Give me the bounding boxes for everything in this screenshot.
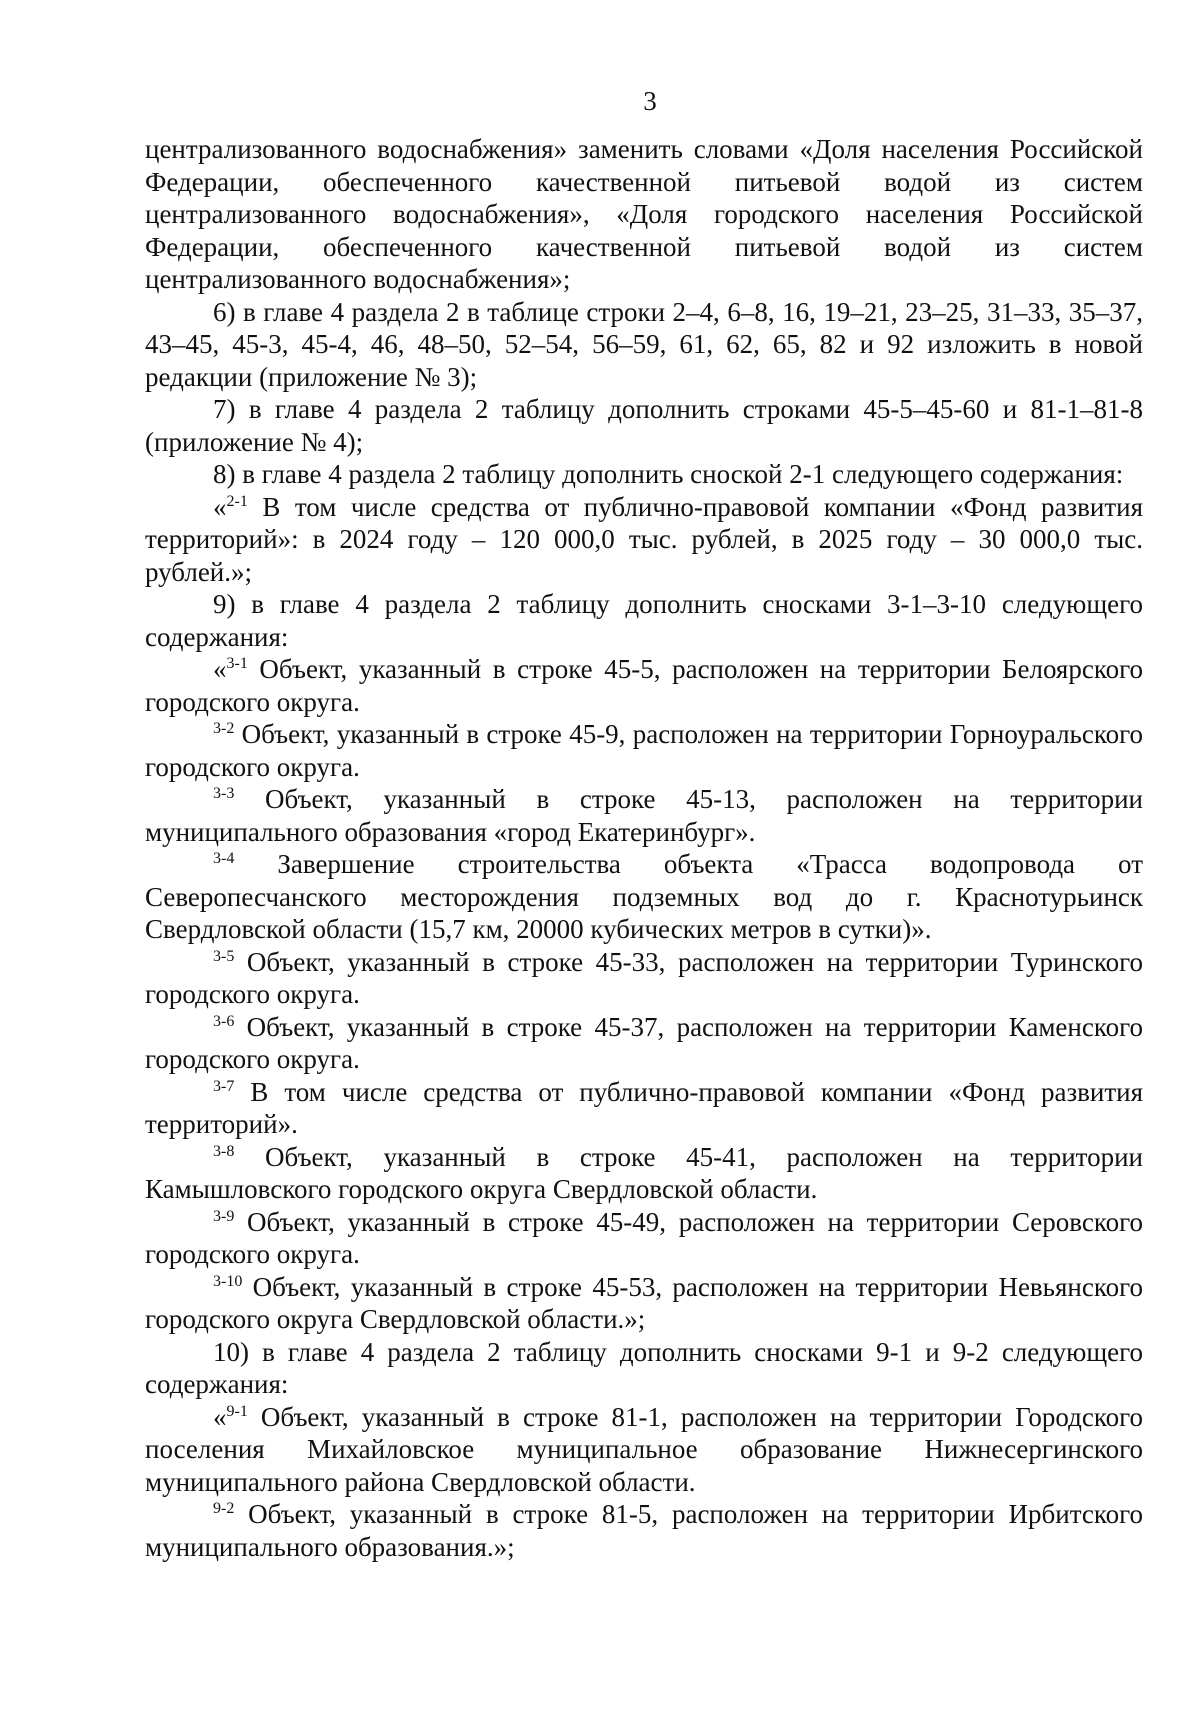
footnote-marker: 9-1	[226, 1402, 248, 1420]
paragraph-text: 9) в главе 4 раздела 2 таблицу дополнить сносками 3-1–3-10 следующего содержания:	[145, 589, 1143, 652]
footnote-text: В том числе средства от публично-правовой компании «Фонд развития территорий»: в 2024 году – 120 000,0 тыс. рублей, в 2025 году – 30 000,0 тыс. рублей.»;	[145, 491, 1143, 587]
footnote-marker: 3-7	[213, 1077, 235, 1095]
footnote-marker: 3-9	[213, 1207, 235, 1225]
footnote-marker: 3-3	[213, 785, 235, 802]
footnote-marker: 3-6	[213, 1012, 235, 1030]
footnote-marker: 3-4	[213, 850, 235, 867]
footnote-marker: 3-10	[213, 1272, 243, 1290]
footnote-3-5	[145, 946, 1143, 1011]
footnote-3-3	[145, 783, 1143, 848]
paragraph-text: 8) в главе 4 раздела 2 таблицу дополнить сноской 2-1 следующего содержания:	[213, 459, 1124, 489]
footnote-marker: 3-5	[213, 947, 235, 965]
footnote-text: Завершение строительства объекта «Трасса водопровода от Северопесчанского месторождения подземных вод до г. Краснотурьинск Свердловской области (15,7 км, 20000 кубических метров в сутки)».	[145, 849, 1143, 944]
paragraph-item-8	[145, 458, 1143, 491]
paragraph-text: 6) в главе 4 раздела 2 в таблице строки 2–4, 6–8, 16, 19–21, 23–25, 31–33, 35–37, 43–45, 45-3, 45-4, 46, 48–50, 52–54, 56–59, 61, 62, 65, 82 и 92 изложить в новой редакции (приложение № 3);	[145, 296, 1143, 392]
quote-open: «	[213, 654, 227, 684]
footnote-9-2	[145, 1498, 1143, 1563]
footnote-marker: 3-2	[213, 720, 235, 737]
footnote-text: В том числе средства от публично-правовой компании «Фонд развития территорий».	[145, 1076, 1143, 1139]
footnote-3-4	[145, 848, 1143, 946]
paragraph-item-9	[145, 588, 1143, 653]
paragraph-item-7	[145, 393, 1143, 458]
footnote-text: Объект, указанный в строке 45-9, расположен на территории Горноуральского городского округа.	[145, 719, 1143, 782]
footnote-2-1	[145, 491, 1143, 589]
quote-open: «	[213, 1401, 227, 1432]
footnote-3-8	[145, 1141, 1143, 1206]
paragraph-item-10	[145, 1336, 1143, 1401]
footnote-marker: 2-1	[226, 492, 248, 510]
footnote-marker: 3-1	[226, 655, 248, 672]
paragraph-item-6	[145, 296, 1143, 394]
footnote-text: Объект, указанный в строке 81-1, расположен на территории Городского поселения Михайловское муниципальное образование Нижнесергинского муниципального района Свердловской области.	[145, 1401, 1143, 1497]
footnote-3-10	[145, 1271, 1143, 1336]
paragraph-text: 7) в главе 4 раздела 2 таблицу дополнить строками 45-5–45-60 и 81-1–81-8 (приложение № 4);	[145, 394, 1143, 457]
footnote-3-2	[145, 718, 1143, 783]
footnote-9-1	[145, 1401, 1143, 1499]
footnote-marker: 9-2	[213, 1500, 235, 1517]
footnote-3-7	[145, 1076, 1143, 1141]
paragraph-text: централизованного водоснабжения» заменить словами «Доля населения Российской Федерации, обеспеченного качественной питьевой водой из систем централизованного водоснабжения», «Доля городского населения Российской Федерации, обеспеченного качественной питьевой водой из систем централизованного водоснабжения»;	[145, 134, 1143, 294]
quote-open: «	[213, 491, 227, 522]
footnote-text: Объект, указанный в строке 45-49, расположен на территории Серовского городского округа.	[145, 1206, 1143, 1269]
footnote-text: Объект, указанный в строке 45-53, расположен на территории Невьянского городского округа Свердловской области.»;	[145, 1271, 1143, 1334]
footnote-text: Объект, указанный в строке 45-41, расположен на территории Камышловского городского округа Свердловской области.	[145, 1141, 1143, 1204]
paragraph-continuation	[145, 133, 1143, 296]
footnote-3-9	[145, 1206, 1143, 1271]
document-body	[145, 133, 1143, 1563]
footnote-3-1	[145, 653, 1143, 718]
footnote-3-6	[145, 1011, 1143, 1076]
page-number: 3	[643, 86, 657, 116]
paragraph-text: 10) в главе 4 раздела 2 таблицу дополнить сносками 9-1 и 9-2 следующего содержания:	[145, 1336, 1143, 1399]
footnote-text: Объект, указанный в строке 45-13, расположен на территории муниципального образования «город Екатеринбург».	[145, 784, 1143, 847]
footnote-text: Объект, указанный в строке 81-5, расположен на территории Ирбитского муниципального образования.»;	[145, 1499, 1143, 1562]
footnote-text: Объект, указанный в строке 45-37, расположен на территории Каменского городского округа.	[145, 1011, 1143, 1074]
footnote-text: Объект, указанный в строке 45-33, расположен на территории Туринского городского округа.	[145, 946, 1143, 1009]
footnote-marker: 3-8	[213, 1142, 235, 1160]
footnote-text: Объект, указанный в строке 45-5, расположен на территории Белоярского городского округа.	[145, 654, 1143, 717]
